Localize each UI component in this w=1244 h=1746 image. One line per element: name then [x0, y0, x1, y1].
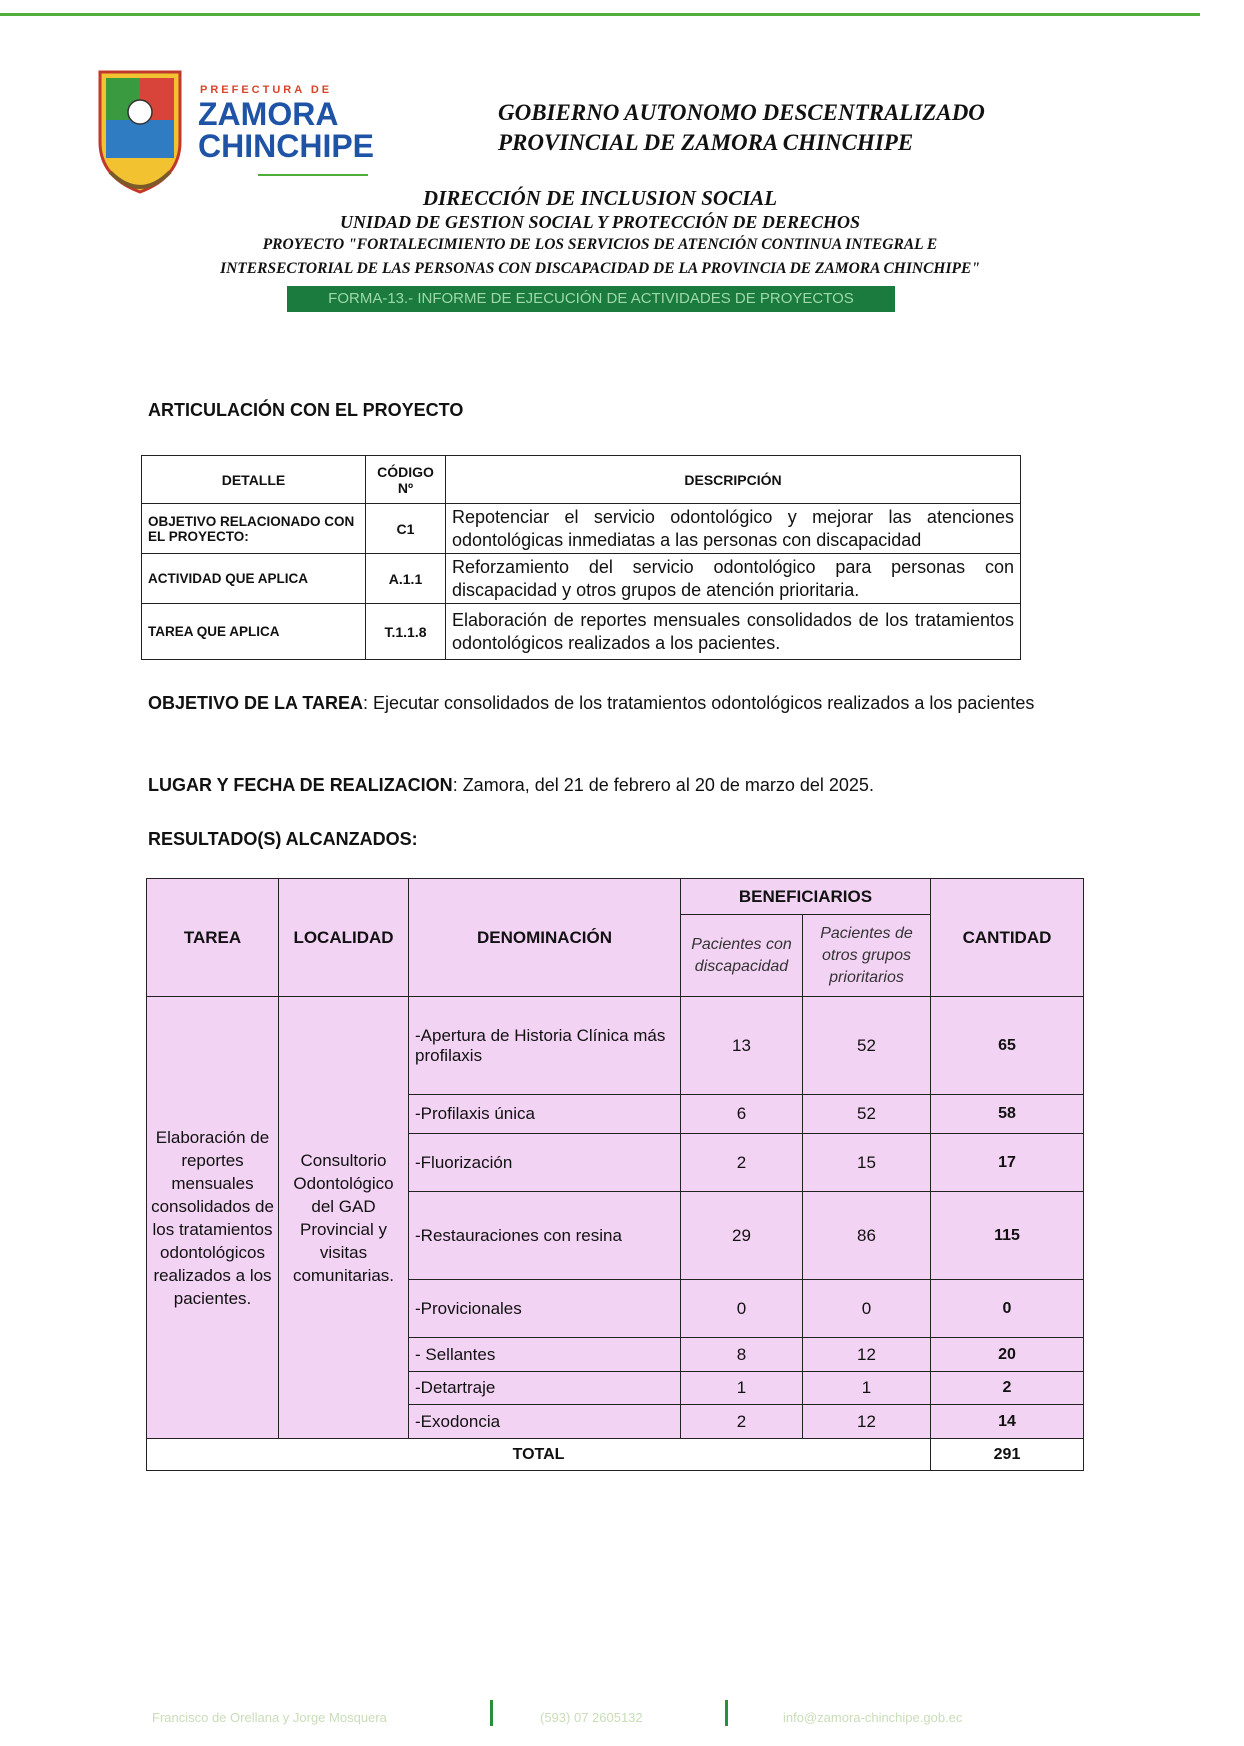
denominacion-cell: -Provicionales [409, 1280, 681, 1338]
cantidad-cell: 58 [931, 1095, 1084, 1134]
header-denominacion: DENOMINACIÓN [409, 879, 681, 997]
cantidad-cell: 0 [931, 1280, 1084, 1338]
otros-cell: 86 [803, 1192, 931, 1280]
otros-cell: 52 [803, 997, 931, 1095]
denominacion-cell: -Fluorización [409, 1134, 681, 1192]
objetivo-paragraph [148, 689, 1068, 718]
logo-prefix: PREFECTURA DE [200, 84, 333, 96]
articulacion-title: ARTICULACIÓN CON EL PROYECTO [148, 400, 464, 420]
discapacidad-cell: 8 [681, 1338, 803, 1372]
row-code: T.1.1.8 [366, 604, 446, 660]
header-descripcion: DESCRIPCIÓN [446, 456, 1021, 504]
otros-cell: 52 [803, 1095, 931, 1134]
institution-line2: PROVINCIAL DE ZAMORA CHINCHIPE [498, 130, 914, 155]
articulacion-table [141, 455, 1021, 660]
footer-address: Francisco de Orellana y Jorge Mosquera [152, 1710, 387, 1725]
institution-line1: GOBIERNO AUTONOMO DESCENTRALIZADO [498, 100, 985, 125]
footer-separator [490, 1700, 493, 1726]
resultados-table [146, 878, 1084, 1471]
otros-cell: 1 [803, 1372, 931, 1405]
lugar-label: LUGAR Y FECHA DE REALIZACION [148, 775, 453, 795]
denominacion-cell: -Apertura de Historia Clínica más profilaxis [409, 997, 681, 1095]
table-header-row [147, 879, 1084, 915]
row-code: C1 [366, 504, 446, 554]
otros-cell: 15 [803, 1134, 931, 1192]
header-pacientes-otros: Pacientes de otros grupos prioritarios [803, 915, 931, 997]
otros-cell: 0 [803, 1280, 931, 1338]
header-cantidad: CANTIDAD [931, 879, 1084, 997]
header-codigo-line1: CÓDIGO [377, 463, 434, 480]
table-row [142, 504, 1021, 554]
footer-phone: (593) 07 2605132 [540, 1710, 643, 1725]
row-label: TAREA QUE APLICA [142, 604, 366, 660]
row-label: ACTIVIDAD QUE APLICA [142, 554, 366, 604]
cantidad-cell: 2 [931, 1372, 1084, 1405]
denominacion-cell: -Profilaxis única [409, 1095, 681, 1134]
proyecto-line2: INTERSECTORIAL DE LAS PERSONAS CON DISCAPACIDAD DE LA PROVINCIA DE ZAMORA CHINCHIPE" [220, 260, 980, 277]
discapacidad-cell: 2 [681, 1134, 803, 1192]
resultados-title: RESULTADO(S) ALCANZADOS: [148, 829, 418, 849]
discapacidad-cell: 0 [681, 1280, 803, 1338]
header-detalle: DETALLE [142, 456, 366, 504]
header-tarea: TAREA [147, 879, 279, 997]
top-green-line [0, 13, 1200, 16]
cantidad-cell: 14 [931, 1405, 1084, 1439]
header-codigo-line2: Nº [397, 479, 414, 496]
cantidad-cell: 115 [931, 1192, 1084, 1280]
table-row [147, 997, 1084, 1095]
denominacion-cell: -Detartraje [409, 1372, 681, 1405]
discapacidad-cell: 13 [681, 997, 803, 1095]
denominacion-cell: -Exodoncia [409, 1405, 681, 1439]
forma-banner: FORMA-13.- INFORME DE EJECUCIÓN DE ACTIVIDADES DE PROYECTOS [287, 286, 895, 312]
discapacidad-cell: 1 [681, 1372, 803, 1405]
row-label: OBJETIVO RELACIONADO CON EL PROYECTO: [142, 504, 366, 554]
row-code: A.1.1 [366, 554, 446, 604]
prefectura-logo [90, 62, 390, 202]
row-description: Reforzamiento del servicio odontológico para personas con discapacidad y otros grupos de atención prioritaria. [446, 554, 1021, 604]
header-pacientes-discapacidad: Pacientes con discapacidad [681, 915, 803, 997]
logo-underline [258, 174, 368, 176]
header-beneficiarios: BENEFICIARIOS [681, 879, 931, 915]
objetivo-label: OBJETIVO DE LA TAREA [148, 693, 364, 713]
discapacidad-cell: 2 [681, 1405, 803, 1439]
footer-separator [725, 1700, 728, 1726]
table-header-row [142, 456, 1021, 504]
cantidad-cell: 20 [931, 1338, 1084, 1372]
objetivo-text: : Ejecutar consolidados de los tratamientos odontológicos realizados a los pacientes [363, 693, 1035, 713]
table-row [142, 604, 1021, 660]
row-description: Elaboración de reportes mensuales consolidados de los tratamientos odontológicos realizados a los pacientes. [446, 604, 1021, 660]
total-label: TOTAL [147, 1439, 931, 1471]
total-value: 291 [931, 1439, 1084, 1471]
proyecto-line1: PROYECTO "FORTALECIMIENTO DE LOS SERVICIOS DE ATENCIÓN CONTINUA INTEGRAL E [262, 236, 938, 253]
cantidad-cell: 65 [931, 997, 1084, 1095]
unidad-title: UNIDAD DE GESTION SOCIAL Y PROTECCIÓN DE DERECHOS [340, 212, 860, 232]
lugar-text: : Zamora, del 21 de febrero al 20 de marzo del 2025. [452, 775, 874, 795]
table-row [142, 554, 1021, 604]
discapacidad-cell: 29 [681, 1192, 803, 1280]
otros-cell: 12 [803, 1405, 931, 1439]
lugar-paragraph [148, 771, 1068, 800]
header-localidad: LOCALIDAD [279, 879, 409, 997]
shield-emblem-icon [90, 62, 190, 202]
footer-email: info@zamora-chinchipe.gob.ec [783, 1710, 963, 1725]
otros-cell: 12 [803, 1338, 931, 1372]
direccion-title: DIRECCIÓN DE INCLUSION SOCIAL [422, 186, 778, 210]
tarea-cell: Elaboración de reportes mensuales consolidados de los tratamientos odontológicos realizados a los pacientes. [147, 997, 279, 1439]
logo-title-line2: CHINCHIPE [198, 128, 375, 164]
header-codigo [366, 456, 446, 504]
logo-title-line1: ZAMORA [198, 96, 339, 132]
cantidad-cell: 17 [931, 1134, 1084, 1192]
discapacidad-cell: 6 [681, 1095, 803, 1134]
localidad-cell: Consultorio Odontológico del GAD Provincial y visitas comunitarias. [279, 997, 409, 1439]
row-description: Repotenciar el servicio odontológico y mejorar las atenciones odontológicas inmediatas a las personas con discapacidad [446, 504, 1021, 554]
denominacion-cell: -Restauraciones con resina [409, 1192, 681, 1280]
institution-title [498, 98, 985, 158]
denominacion-cell: - Sellantes [409, 1338, 681, 1372]
total-row [147, 1439, 1084, 1471]
